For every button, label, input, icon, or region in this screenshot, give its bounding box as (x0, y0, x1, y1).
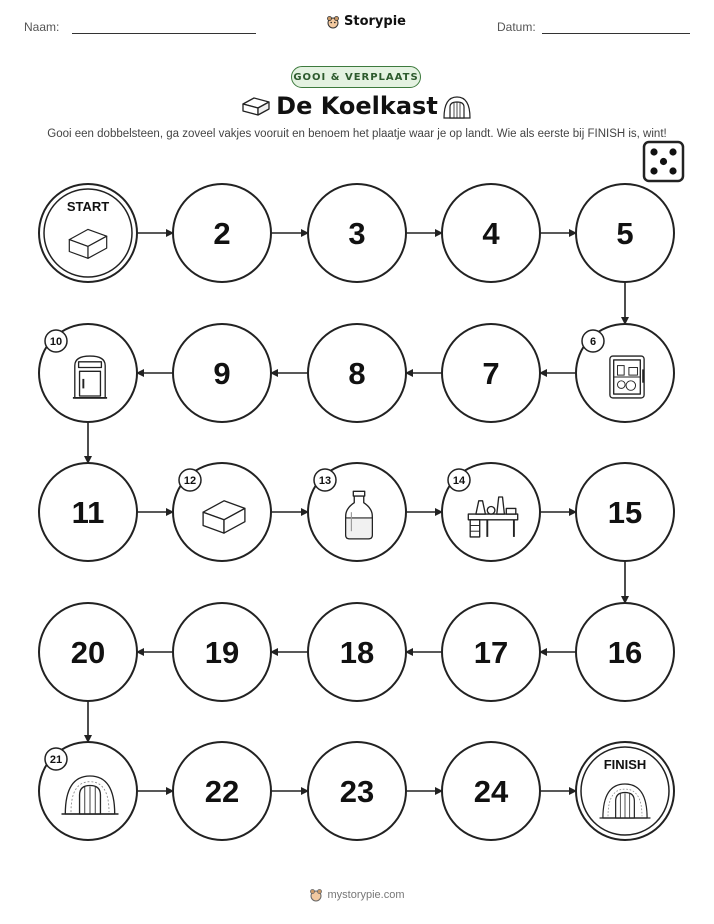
board-cell-10[interactable] (39, 324, 137, 422)
name-label: Naam: (24, 20, 60, 34)
board-cell-15[interactable] (576, 463, 674, 561)
cell-number: 5 (616, 216, 634, 251)
cell-number: 14 (452, 475, 466, 487)
footer-mascot-icon (309, 888, 323, 902)
board-cell-17[interactable] (442, 603, 540, 701)
finish-label: FINISH (603, 757, 647, 772)
cell-number: 3 (348, 216, 366, 251)
board-cell-24[interactable] (442, 742, 540, 840)
footer-url[interactable]: mystorypie.com (327, 889, 405, 901)
cell-number: 21 (49, 754, 63, 766)
page-title: De Koelkast (276, 92, 438, 120)
board-cell-6[interactable] (576, 324, 674, 422)
board-cell-22[interactable] (173, 742, 271, 840)
cell-number: 24 (473, 774, 509, 809)
board-cell-14[interactable] (442, 463, 540, 561)
cell-number: 9 (213, 356, 231, 391)
board-cell-8[interactable] (308, 324, 406, 422)
footer (0, 888, 714, 902)
cell-number: 2 (213, 216, 231, 251)
start-label: START (66, 199, 110, 214)
board-cell-12[interactable] (173, 463, 271, 561)
cell-number: 7 (482, 356, 500, 391)
cell-number: 11 (71, 495, 105, 530)
board-cell-3[interactable] (308, 184, 406, 282)
cell-number: 20 (70, 635, 106, 670)
board-cell-11[interactable] (39, 463, 137, 561)
cell-number: 18 (339, 635, 375, 670)
board-cell-5[interactable] (576, 184, 674, 282)
board-cell-21[interactable] (39, 742, 137, 840)
board-cell-9[interactable] (173, 324, 271, 422)
dice-icon (644, 142, 683, 181)
board-cell-23[interactable] (308, 742, 406, 840)
brand-name: Storypie (344, 14, 406, 29)
board-cell-start[interactable] (39, 184, 137, 282)
cell-number: 22 (204, 774, 240, 809)
cabinet-icon (73, 356, 107, 398)
board-cell-2[interactable] (173, 184, 271, 282)
instructions-text: Gooi een dobbelsteen, ga zoveel vakjes vooruit en benoem het plaatje waar je op landt. Wie als eerste bij FINISH is, wint! (47, 128, 667, 140)
cell-number: 23 (339, 774, 375, 809)
cell-number: 19 (204, 635, 240, 670)
board-cell-16[interactable] (576, 603, 674, 701)
board-cell-19[interactable] (173, 603, 271, 701)
date-label: Datum: (497, 20, 536, 34)
cell-number: 8 (348, 356, 366, 391)
fridge-icon (610, 356, 644, 398)
board-cell-13[interactable] (308, 463, 406, 561)
cell-number: 10 (49, 336, 63, 348)
cell-number: 15 (607, 495, 643, 530)
cell-number: 6 (589, 336, 597, 348)
cell-number: 13 (318, 475, 332, 487)
cell-number: 4 (482, 216, 500, 251)
board-cell-4[interactable] (442, 184, 540, 282)
board-cell-7[interactable] (442, 324, 540, 422)
board-cell-20[interactable] (39, 603, 137, 701)
board-cell-18[interactable] (308, 603, 406, 701)
cell-number: 17 (473, 635, 509, 670)
game-type-badge: GOOI & VERPLAATS (291, 66, 421, 88)
cell-number: 16 (607, 635, 643, 670)
cell-number: 12 (183, 475, 197, 487)
board-cell-finish[interactable] (576, 742, 674, 840)
